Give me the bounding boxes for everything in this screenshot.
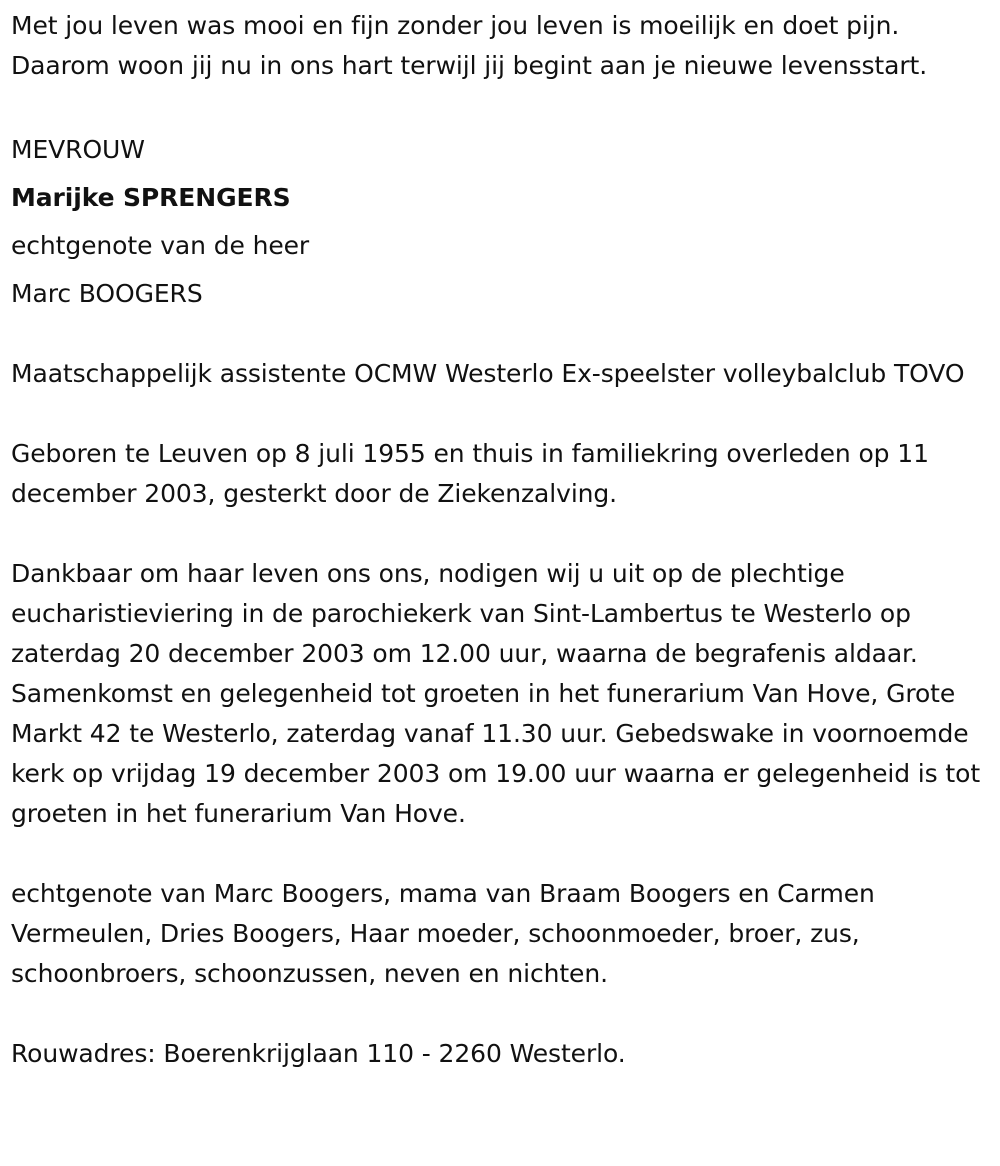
person-block (11, 126, 991, 318)
birth-death-text: Geboren te Leuven op 8 juli 1955 en thuis in familiekring overleden op 11 december 2003, gesterkt door de Ziekenzalving. (11, 439, 929, 508)
person-title: MEVROUW (11, 135, 145, 164)
spouse-relation: echtgenote van de heer (11, 231, 310, 260)
family-text: echtgenote van Marc Boogers, mama van Braam Boogers en Carmen Vermeulen, Dries Boogers, Haar moeder, schoonmoeder, broer, zus, schoonbroers, schoonzussen, neven en nichten. (11, 879, 875, 988)
obituary-notice (11, 6, 991, 1074)
spouse-name: Marc BOOGERS (11, 279, 203, 308)
mourning-address: Rouwadres: Boerenkrijglaan 110 - 2260 Westerlo. (11, 1039, 626, 1068)
ceremony-text: Dankbaar om haar leven ons ons, nodigen wij u uit op de plechtige eucharistieviering in de parochiekerk van Sint-Lambertus te Westerlo op zaterdag 20 december 2003 om 12.00 uur, waarna de begrafenis aldaar. Samenkomst en gelegenheid tot groeten in het funerarium Van Hove, Grote Markt 42 te Westerlo, zaterdag vanaf 11.30 uur. Gebedswake in voornoemde kerk op vrijdag 19 december 2003 om 19.00 uur waarna er gelegenheid is tot groeten in het funerarium Van Hove. (11, 559, 981, 828)
memorial-poem: Met jou leven was mooi en fijn zonder jou leven is moeilijk en doet pijn. Daarom woon jij nu in ons hart terwijl jij begint aan je nieuwe levensstart. (11, 11, 928, 80)
occupation-text: Maatschappelijk assistente OCMW Westerlo Ex-speelster volleybalclub TOVO (11, 359, 965, 388)
deceased-name: Marijke SPRENGERS (11, 183, 291, 212)
